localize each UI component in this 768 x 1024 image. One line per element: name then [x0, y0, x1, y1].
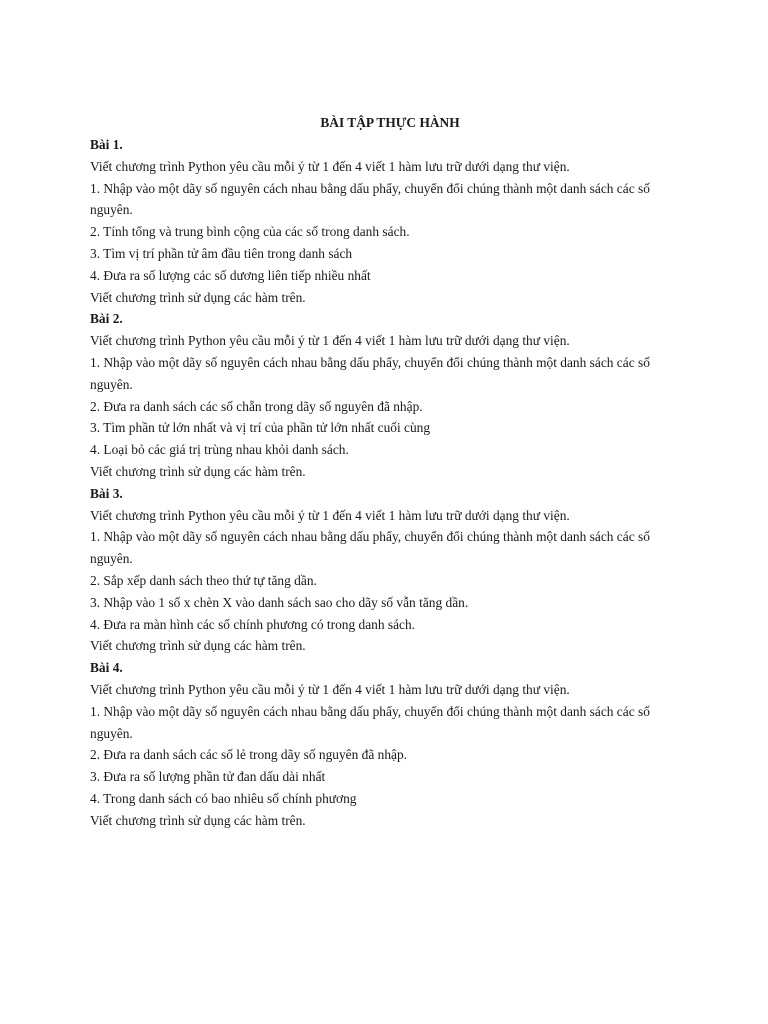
exercise-heading: Bài 2. — [90, 311, 123, 327]
exercise-intro: Viết chương trình Python yêu cầu mỗi ý từ 1 đến 4 viết 1 hàm lưu trữ dưới dạng thư viện. — [90, 158, 570, 174]
exercise-1 — [90, 134, 690, 308]
exercise-item: 2. Tính tổng và trung bình cộng của các số trong danh sách. — [90, 224, 410, 240]
exercise-item: 2. Sắp xếp danh sách theo thứ tự tăng dần. — [90, 572, 317, 588]
exercise-heading: Bài 1. — [90, 137, 123, 152]
exercise-heading: Bài 4. — [90, 660, 123, 676]
exercise-item: 4. Trong danh sách có bao nhiêu số chính phương — [90, 790, 357, 806]
exercise-2 — [90, 308, 690, 482]
document-title: BÀI TẬP THỰC HÀNH — [320, 115, 460, 130]
exercise-item: 1. Nhập vào một dãy số nguyên cách nhau bằng dấu phẩy, chuyển đổi chúng thành một danh sách các số nguyên. — [90, 703, 650, 741]
exercise-intro: Viết chương trình Python yêu cầu mỗi ý từ 1 đến 4 viết 1 hàm lưu trữ dưới dạng thư viện. — [90, 333, 570, 349]
exercise-4 — [90, 657, 690, 831]
exercise-closing: Viết chương trình sử dụng các hàm trên. — [90, 289, 306, 305]
exercise-item: 3. Tìm phần tử lớn nhất và vị trí của phần tử lớn nhất cuối cùng — [90, 420, 431, 436]
exercise-intro: Viết chương trình Python yêu cầu mỗi ý từ 1 đến 4 viết 1 hàm lưu trữ dưới dạng thư viện. — [90, 681, 570, 697]
exercise-item: 4. Đưa ra màn hình các số chính phương có trong danh sách. — [90, 616, 416, 632]
exercise-item: 4. Loại bỏ các giá trị trùng nhau khỏi danh sách. — [90, 442, 349, 458]
exercise-intro: Viết chương trình Python yêu cầu mỗi ý từ 1 đến 4 viết 1 hàm lưu trữ dưới dạng thư viện. — [90, 507, 570, 523]
exercise-item: 3. Đưa ra số lượng phần tử đan dấu dài nhất — [90, 769, 326, 785]
exercise-closing: Viết chương trình sử dụng các hàm trên. — [90, 812, 306, 828]
exercise-item: 1. Nhập vào một dãy số nguyên cách nhau bằng dấu phẩy, chuyển đổi chúng thành một danh sách các số nguyên. — [90, 354, 650, 392]
exercise-closing: Viết chương trình sử dụng các hàm trên. — [90, 638, 306, 654]
exercise-item: 4. Đưa ra số lượng các số dương liên tiếp nhiều nhất — [90, 267, 371, 283]
exercise-item: 3. Tìm vị trí phần tử âm đầu tiên trong danh sách — [90, 245, 353, 261]
exercise-item: 1. Nhập vào một dãy số nguyên cách nhau bằng dấu phẩy, chuyển đổi chúng thành một danh sách các số nguyên. — [90, 529, 650, 567]
exercise-item: 2. Đưa ra danh sách các số chẵn trong dãy số nguyên đã nhập. — [90, 398, 423, 414]
exercise-3 — [90, 483, 690, 657]
document-page — [90, 112, 690, 832]
exercise-item: 2. Đưa ra danh sách các số lẻ trong dãy số nguyên đã nhập. — [90, 747, 408, 763]
exercise-item: 3. Nhập vào 1 số x chèn X vào danh sách sao cho dãy số vẫn tăng dần. — [90, 594, 469, 610]
exercise-heading: Bài 3. — [90, 485, 123, 501]
exercise-closing: Viết chương trình sử dụng các hàm trên. — [90, 463, 306, 479]
exercise-item: 1. Nhập vào một dãy số nguyên cách nhau bằng dấu phẩy, chuyển đổi chúng thành một danh sách các số nguyên. — [90, 180, 650, 218]
